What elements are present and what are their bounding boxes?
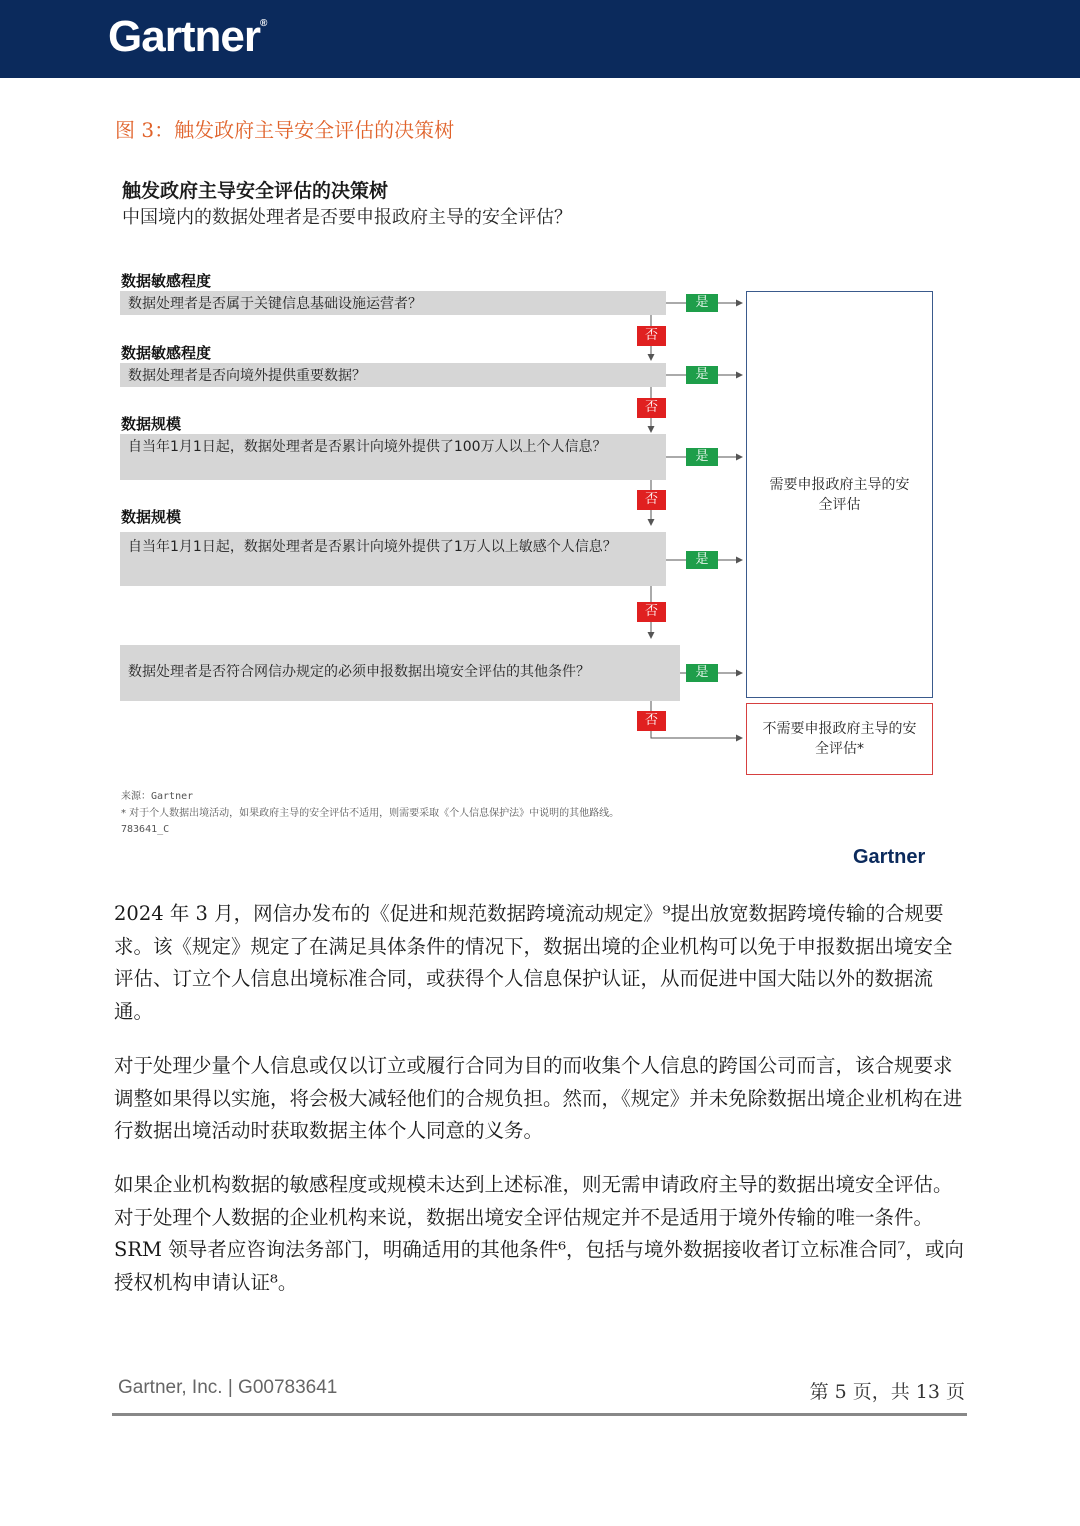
- figure-subtitle: 中国境内的数据处理者是否要申报政府主导的安全评估？: [122, 207, 572, 228]
- step-4-yes: 是: [686, 551, 718, 569]
- step-2-no: 否: [637, 398, 666, 418]
- step-2-question: 数据处理者是否向境外提供重要数据？: [120, 363, 666, 387]
- figure-title: 触发政府主导安全评估的决策树: [122, 180, 389, 202]
- step-3-label: 数据规模: [121, 415, 182, 433]
- footer-page-number: 第 5 页，共 13 页: [809, 1381, 965, 1403]
- step-5-question: 数据处理者是否符合网信办规定的必须申报数据出境安全评估的其他条件？: [120, 645, 680, 701]
- paragraph-1: 2024 年 3 月，网信办发布的《促进和规范数据跨境流动规定》⁹提出放宽数据跨境传输的合规要求。该《规定》规定了在满足具体条件的情况下，数据出境的企业机构可以免于申报数据出境安全评估、订立个人信息出境标准合同，或获得个人信息保护认证，从而促进中国大陆以外的数据流通。: [114, 902, 953, 1023]
- step-2-label: 数据敏感程度: [121, 344, 212, 362]
- step-2-yes: 是: [686, 366, 718, 384]
- figure-id: 783641_C: [121, 824, 170, 835]
- figure-caption: 图 3：触发政府主导安全评估的决策树: [115, 118, 455, 142]
- paragraph-2: 对于处理少量个人信息或仅以订立或履行合同为目的而收集个人信息的跨国公司而言，该合规要求调整如果得以实施，将会极大减轻他们的合规负担。然而，《规定》并未免除数据出境企业机构在进行数据出境活动时获取数据主体个人同意的义务。: [114, 1054, 963, 1142]
- step-5-no: 否: [637, 711, 666, 731]
- step-4-no: 否: [637, 602, 666, 622]
- step-4-question: 自当年1月1日起，数据处理者是否累计向境外提供了1万人以上敏感个人信息？: [120, 532, 666, 586]
- figure-footnote: * 对于个人数据出境活动，如果政府主导的安全评估不适用，则需要采取《个人信息保护法》中说明的其他路线。: [121, 808, 620, 819]
- step-1-question: 数据处理者是否属于关键信息基础设施运营者？: [120, 291, 666, 315]
- step-3-question: 自当年1月1日起，数据处理者是否累计向境外提供了100万人以上个人信息？: [120, 434, 666, 480]
- gartner-logo-small: Gartner: [853, 846, 926, 868]
- step-3-yes: 是: [686, 448, 718, 466]
- footer-doc-id: Gartner, Inc. | G00783641: [118, 1377, 338, 1398]
- step-1-label: 数据敏感程度: [121, 272, 212, 290]
- step-1-no: 否: [637, 326, 666, 346]
- step-3-no: 否: [637, 490, 666, 510]
- figure-source: 来源：Gartner: [121, 791, 194, 802]
- footer-divider: [112, 1413, 967, 1416]
- result-no-assessment: 不需要申报政府主导的安全评估*: [746, 703, 933, 775]
- paragraph-3: 如果企业机构数据的敏感程度或规模未达到上述标准，则无需申请政府主导的数据出境安全评估。对于处理个人数据的企业机构来说，数据出境安全评估规定并不是适用于境外传输的唯一条件。SRM 领导者应咨询法务部门，明确适用的其他条件⁶，包括与境外数据接收者订立标准合同⁷，或向授权机构申请认证⁸。: [114, 1173, 964, 1294]
- gartner-logo: Gartner®: [108, 12, 267, 61]
- step-1-yes: 是: [686, 294, 718, 312]
- step-4-label: 数据规模: [121, 508, 182, 526]
- result-requires-assessment: 需要申报政府主导的安全评估: [746, 291, 933, 698]
- step-5-yes: 是: [686, 664, 718, 682]
